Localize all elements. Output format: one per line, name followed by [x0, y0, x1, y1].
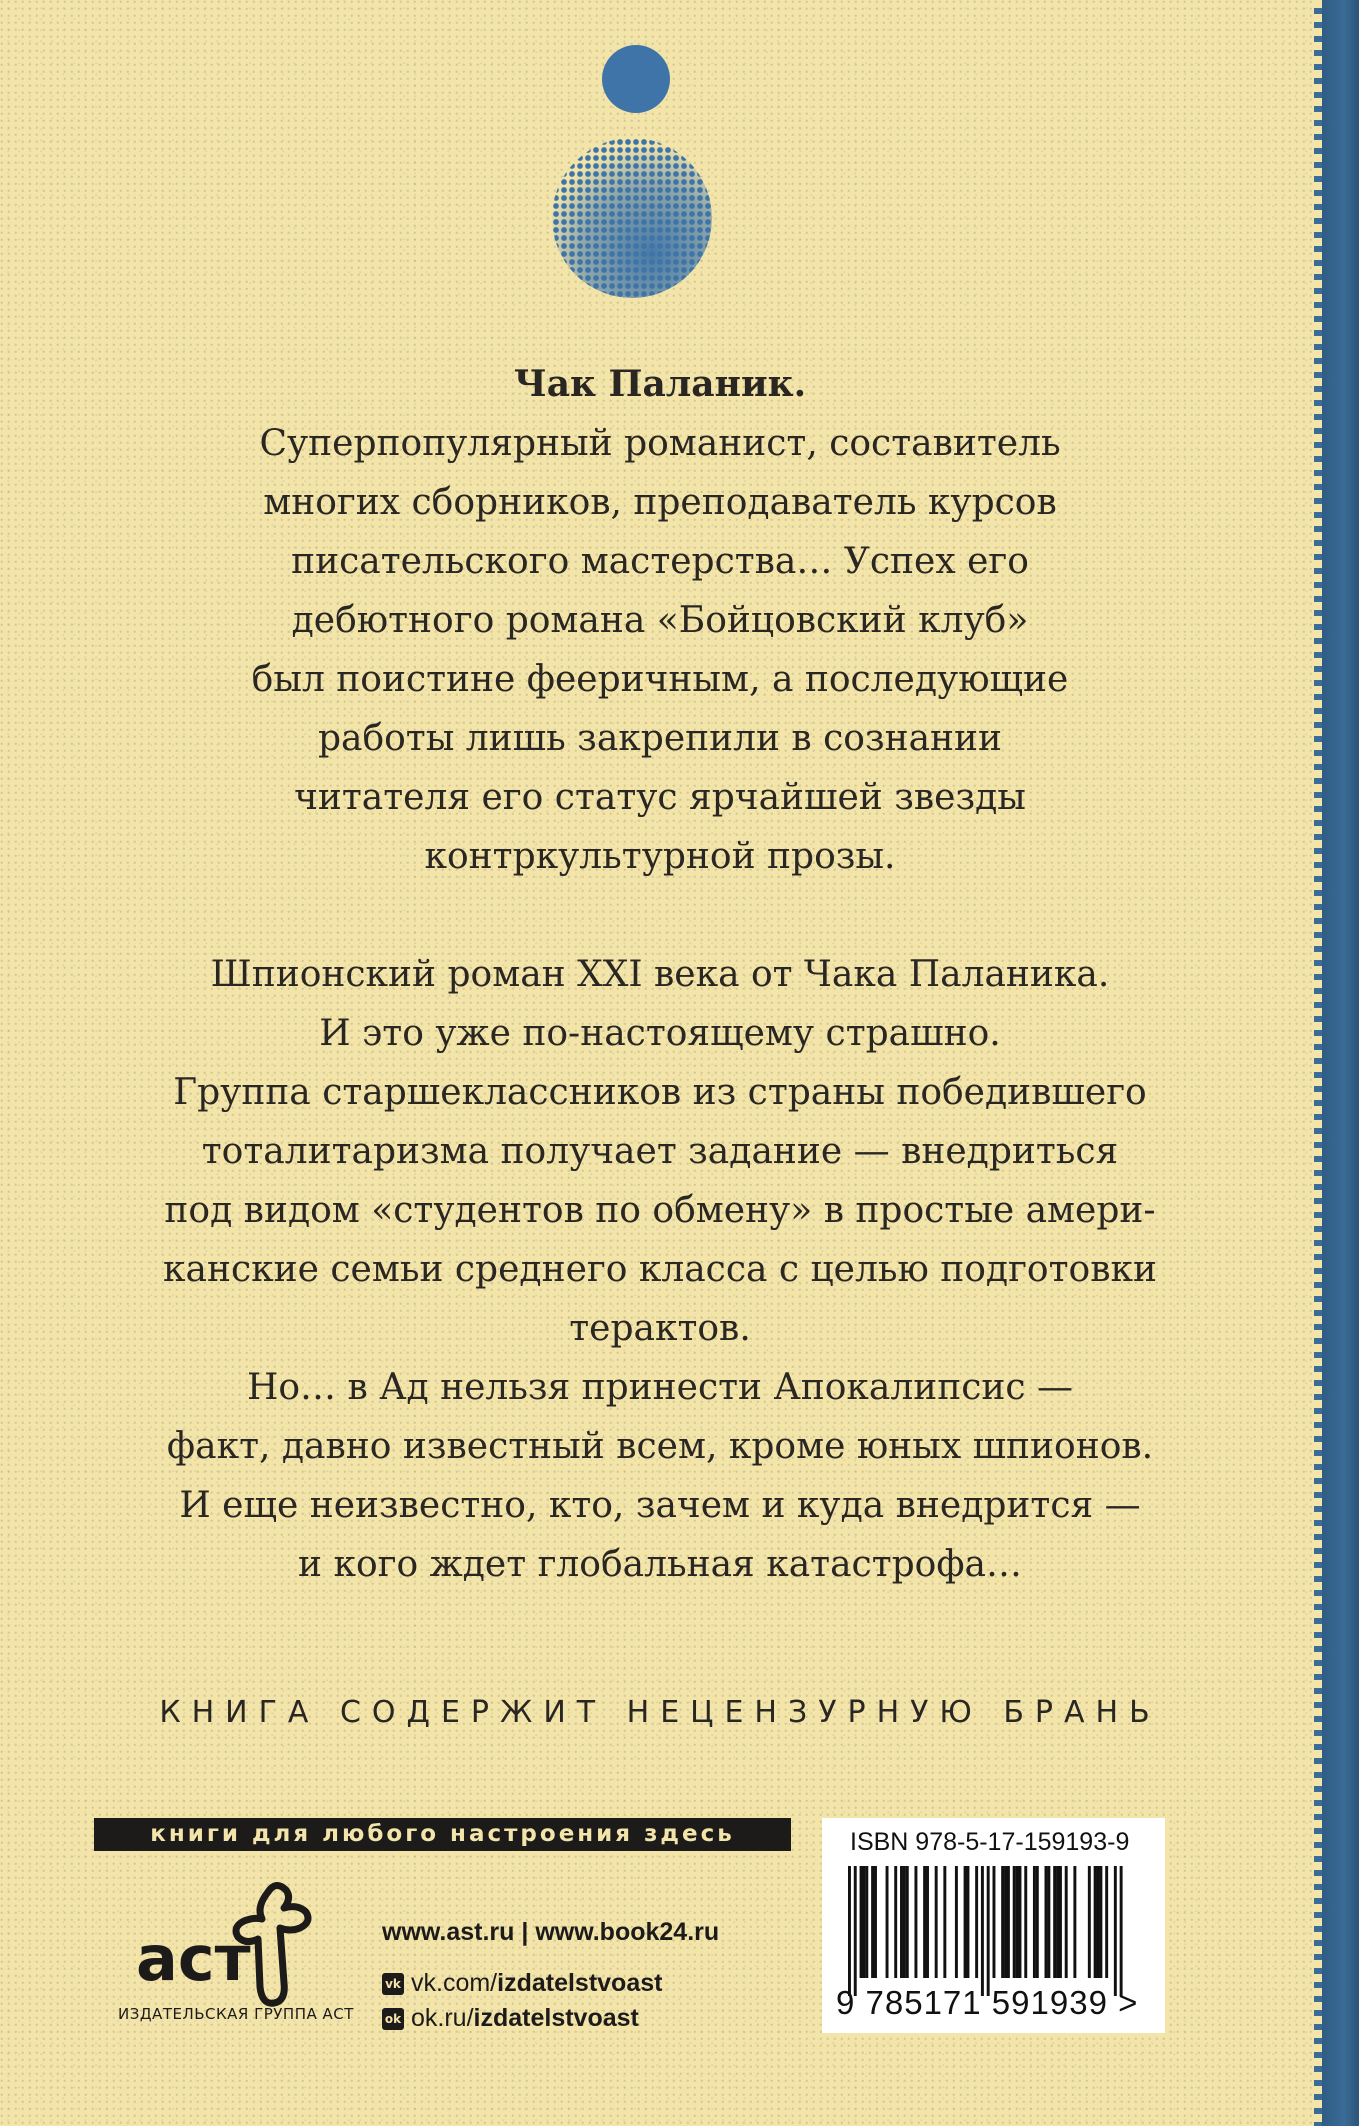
- barcode-bar: [865, 1866, 868, 1978]
- barcode-bar: [1047, 1866, 1050, 1978]
- barcode-bar: [854, 1866, 857, 1996]
- publisher-sites[interactable]: www.ast.ru | www.book24.ru: [382, 1918, 720, 1946]
- barcode-bar: [1024, 1866, 1027, 1978]
- book-description: [120, 945, 1200, 1594]
- publisher-links: [382, 1918, 719, 2039]
- barcode-bar: [860, 1866, 863, 1978]
- author-name: Чак Паланик.: [513, 363, 807, 405]
- barcode-bar: [923, 1866, 926, 1978]
- barcode-bar: [926, 1866, 929, 1978]
- description-line: И это уже по-настоящему страшно.: [319, 1013, 1001, 1054]
- barcode-bar: [894, 1866, 897, 1978]
- barcode-bar: [1053, 1866, 1056, 1978]
- isbn-label: ISBN 978-5-17-159193-9: [850, 1828, 1130, 1856]
- description-line: тоталитаризма получает задание — внедриться: [201, 1131, 1119, 1172]
- vk-icon: vk: [382, 1973, 404, 1995]
- bio-line: работы лишь закрепили в сознании: [317, 718, 1003, 759]
- barcode-bar: [874, 1866, 877, 1978]
- slogan-bar: книги для любого настроения здесь: [94, 1818, 791, 1851]
- barcode-bar: [1105, 1866, 1108, 1978]
- bio-line: многих сборников, преподаватель курсов: [263, 482, 1057, 523]
- bio-line: писательского мастерства… Успех его: [291, 541, 1029, 582]
- barcode-icon: [836, 1866, 1151, 1996]
- description-line: под видом «студентов по обмену» в простые амери-: [164, 1190, 1156, 1231]
- logo-text: аст: [136, 1922, 251, 1995]
- ok-link[interactable]: [382, 2004, 719, 2033]
- description-line: канские семьи среднего класса с целью подготовки: [163, 1249, 1157, 1290]
- barcode-bar: [993, 1866, 996, 1978]
- barcode-bar: [1094, 1866, 1097, 1978]
- description-line: Группа старшеклассников из страны победившего: [173, 1072, 1147, 1113]
- ok-icon: ok: [382, 2008, 404, 2030]
- barcode-bar: [848, 1866, 851, 1996]
- barcode-bar: [1073, 1866, 1076, 1978]
- barcode-bar: [964, 1866, 967, 1978]
- description-line: терактов.: [569, 1308, 751, 1349]
- barcode-bar: [1097, 1866, 1100, 1978]
- bio-line: Суперпопулярный романист, составитель: [259, 423, 1061, 464]
- ok-prefix: ok.ru/: [411, 2004, 474, 2032]
- barcode-bar: [1036, 1866, 1039, 1978]
- solid-circle-icon: [602, 45, 670, 113]
- barcode-bar: [900, 1866, 903, 1978]
- description-line: и кого ждет глобальная катастрофа…: [298, 1544, 1022, 1585]
- barcode-bar: [1013, 1866, 1016, 1978]
- author-bio: [120, 355, 1200, 886]
- description-line: Но… в Ад нельзя принести Апокалипсис —: [246, 1367, 1073, 1408]
- spine: [1322, 0, 1359, 2126]
- barcode-bar: [1065, 1866, 1068, 1978]
- vk-link[interactable]: [382, 1969, 719, 1998]
- barcode-bar: [1007, 1866, 1010, 1978]
- bio-line: был поистине фееричным, а последующие: [251, 659, 1069, 700]
- ok-handle: izdatelstvoast: [473, 2004, 639, 2032]
- barcode-bar: [903, 1866, 906, 1978]
- barcode-bar: [966, 1866, 969, 1978]
- barcode-bar: [987, 1866, 990, 1996]
- barcode-bar: [1033, 1866, 1036, 1978]
- ean-number: 9 785171 591939 >: [836, 1984, 1139, 2021]
- bio-line: дебютного романа «Бойцовский клуб»: [291, 600, 1029, 641]
- barcode-bar: [886, 1866, 889, 1978]
- barcode-bar: [981, 1866, 984, 1996]
- barcode-bar: [935, 1866, 938, 1978]
- halftone-circle-icon: [552, 138, 712, 298]
- barcode-bar: [1001, 1866, 1004, 1978]
- description-line: Шпионский роман XXI века от Чака Паланика.: [210, 954, 1110, 995]
- barcode-bar: [871, 1866, 874, 1978]
- barcode-bar: [1114, 1866, 1117, 1996]
- content-warning: КНИГА СОДЕРЖИТ НЕЦЕНЗУРНУЮ БРАНЬ: [159, 1695, 1161, 1730]
- description-line: факт, давно известный всем, кроме юных шпионов.: [166, 1426, 1154, 1467]
- barcode-bar: [906, 1866, 909, 1978]
- vk-prefix: vk.com/: [411, 1969, 498, 1997]
- vk-handle: izdatelstvoast: [497, 1969, 663, 1997]
- publisher-caption: ИЗДАТЕЛЬСКАЯ ГРУППА АСТ: [118, 2005, 354, 2023]
- barcode-bar: [862, 1866, 865, 1978]
- description-line: И еще неизвестно, кто, зачем и куда внедрится —: [179, 1485, 1141, 1526]
- barcode-bar: [1120, 1866, 1123, 1996]
- barcode-bar: [1019, 1866, 1022, 1978]
- bio-line: читателя его статус ярчайшей звезды: [294, 777, 1026, 818]
- barcode-bar: [1056, 1866, 1059, 1978]
- barcode-bar: [975, 1866, 978, 1978]
- barcode-bar: [1016, 1866, 1019, 1978]
- bio-line: контркультурной прозы.: [424, 836, 896, 877]
- barcode-bar: [1004, 1866, 1007, 1978]
- barcode-bar: [1059, 1866, 1062, 1978]
- barcode-bar: [1099, 1866, 1102, 1978]
- barcode-bar: [943, 1866, 946, 1978]
- barcode-bar: [914, 1866, 917, 1978]
- barcode-bar: [1045, 1866, 1048, 1978]
- barcode-bar: [955, 1866, 958, 1978]
- barcode-bar: [1088, 1866, 1091, 1978]
- barcode-panel: [822, 1818, 1165, 2033]
